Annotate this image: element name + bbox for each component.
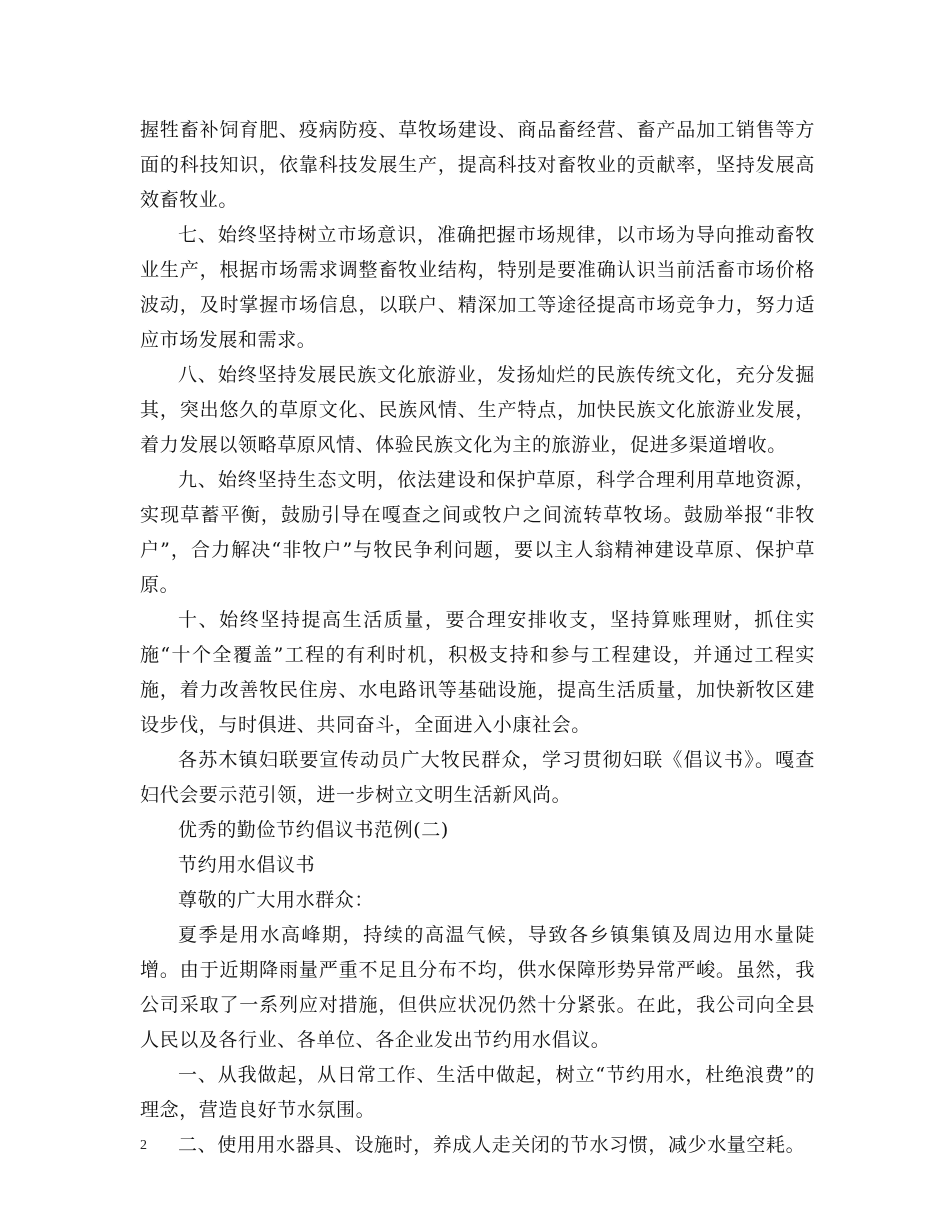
salutation: 尊敬的广大用水群众： bbox=[178, 889, 375, 911]
paragraph: 二、使用用水器具、设施时，养成人走关闭的节水习惯，减少水量空耗。 bbox=[178, 1134, 806, 1156]
paragraph: 七、始终坚持树立市场意识，准确把握市场规律，以市场为导向推动畜牧业生产，根据市场需求调整畜牧业结构，特别是要准确认识当前活畜市场价格波动，及时掌握市场信息，以联户、精深加工等途径提高市场竞争力，努力适应市场发展和需求。 bbox=[140, 224, 815, 351]
body-text bbox=[140, 113, 815, 1163]
paragraph: 一、从我做起，从日常工作、生活中做起，树立“节约用水，杜绝浪费”的理念，营造良好节水氛围。 bbox=[140, 1064, 815, 1121]
paragraph: 各苏木镇妇联要宣传动员广大牧民群众，学习贯彻妇联《倡议书》。嘎查妇代会要示范引领，进一步树立文明生活新风尚。 bbox=[140, 749, 815, 806]
page-number: 2 bbox=[140, 1138, 147, 1153]
section-heading: 优秀的勤俭节约倡议书范例(二) bbox=[178, 819, 449, 841]
paragraph: 十、始终坚持提高生活质量，要合理安排收支，坚持算账理财，抓住实施“十个全覆盖”工程的有利时机，积极支持和参与工程建设，并通过工程实施，着力改善牧民住房、水电路讯等基础设施，提高生活质量，加快新牧区建设步伐，与时俱进、共同奋斗，全面进入小康社会。 bbox=[140, 609, 815, 736]
paragraph: 九、始终坚持生态文明，依法建设和保护草原，科学合理利用草地资源，实现草蓄平衡，鼓励引导在嘎查之间或牧户之间流转草牧场。鼓励举报“非牧户”，合力解决“非牧户”与牧民争利问题，要以主人翁精神建设草原、保护草原。 bbox=[140, 469, 815, 596]
paragraph: 八、始终坚持发展民族文化旅游业，发扬灿烂的民族传统文化，充分发掘其，突出悠久的草原文化、民族风情、生产特点，加快民族文化旅游业发展，着力发展以领略草原风情、体验民族文化为主的旅游业，促进多渠道增收。 bbox=[140, 364, 815, 456]
paragraph: 夏季是用水高峰期，持续的高温气候，导致各乡镇集镇及周边用水量陡增。由于近期降雨量严重不足且分布不均，供水保障形势异常严峻。虽然，我公司采取了一系列应对措施，但供应状况仍然十分紧张。在此，我公司向全县人民以及各行业、各单位、各企业发出节约用水倡议。 bbox=[140, 924, 815, 1051]
document-title: 节约用水倡议书 bbox=[178, 854, 316, 876]
paragraph: 握牲畜补饲育肥、疫病防疫、草牧场建设、商品畜经营、畜产品加工销售等方面的科技知识，依靠科技发展生产，提高科技对畜牧业的贡献率，坚持发展高效畜牧业。 bbox=[140, 119, 815, 211]
